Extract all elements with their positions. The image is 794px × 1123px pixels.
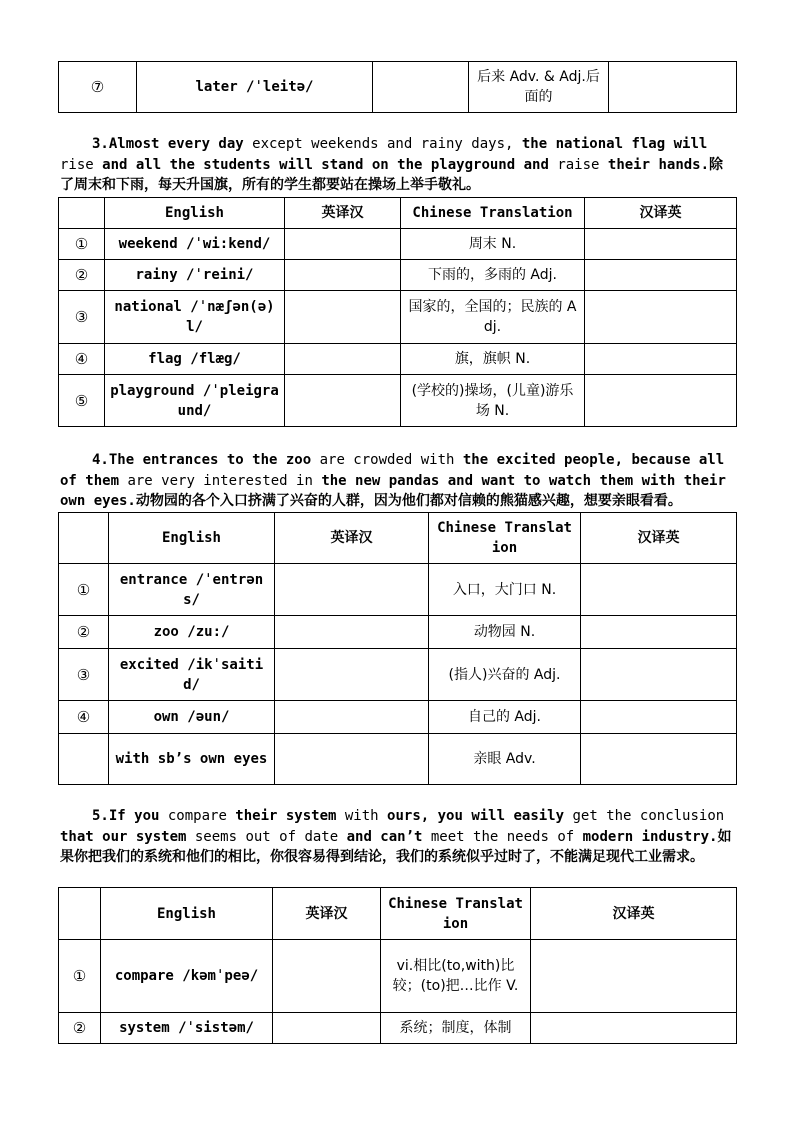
header-chinese: Chinese Translation <box>429 513 581 564</box>
sentence-segment: the excited people, because all of them <box>60 452 725 489</box>
zh-en-blank <box>581 564 737 616</box>
table-row <box>59 940 737 1013</box>
header-zh-en: 汉译英 <box>531 888 737 940</box>
english-word: playground /ˈpleigraund/ <box>105 375 285 427</box>
sentence-segment: 除了周末和下雨，每天升国旗，所有的学生都要站在操场上举手敬礼。 <box>60 156 724 193</box>
table-row <box>59 1013 737 1044</box>
en-zh-blank <box>275 564 429 616</box>
table-header <box>59 513 737 564</box>
sentence-segment: compare <box>159 808 236 824</box>
row-number: ⑤ <box>59 375 105 427</box>
table-row <box>59 375 737 427</box>
header-english: English <box>105 198 285 229</box>
chinese-translation: 入口，大门口 N. <box>429 564 581 616</box>
vocab-table-top <box>58 61 737 113</box>
en-zh-blank <box>285 260 401 291</box>
zh-en-blank <box>531 1013 737 1044</box>
header-zh-en: 汉译英 <box>585 198 737 229</box>
header-zh-en: 汉译英 <box>581 513 737 564</box>
english-word: weekend /ˈwi:kend/ <box>105 229 285 260</box>
english-word: entrance /ˈentrəns/ <box>109 564 275 616</box>
table-row <box>59 701 737 734</box>
sentence-5 <box>60 806 736 868</box>
sentence-segment: raise <box>557 156 608 173</box>
table-row <box>59 229 737 260</box>
sentence-segment: modern industry. <box>582 828 718 845</box>
chinese-translation: 周末 N. <box>401 229 585 260</box>
en-zh-blank <box>273 940 381 1013</box>
zh-en-blank <box>581 734 737 785</box>
row-number: ⑦ <box>59 62 137 113</box>
table-row <box>59 616 737 649</box>
zh-en-blank <box>581 649 737 701</box>
sentence-segment: seems out of date <box>186 828 347 845</box>
header-english: English <box>101 888 273 940</box>
zh-en-blank <box>585 291 737 344</box>
chinese-translation: (指人)兴奋的 Adj. <box>429 649 581 701</box>
header-chinese: Chinese Translation <box>401 198 585 229</box>
header-en-zh: 英译汉 <box>285 198 401 229</box>
zh-en-blank <box>585 375 737 427</box>
english-word: with sb’s own eyes <box>109 734 275 785</box>
zh-en-blank <box>531 940 737 1013</box>
header-en-zh: 英译汉 <box>273 888 381 940</box>
table-row <box>59 291 737 344</box>
vocab-table-3 <box>58 197 737 427</box>
zh-en-blank <box>609 62 737 113</box>
chinese-translation: 下雨的，多雨的 Adj. <box>401 260 585 291</box>
table-header <box>59 198 737 229</box>
zh-en-blank <box>585 344 737 375</box>
chinese-translation: 系统；制度，体制 <box>381 1013 531 1044</box>
sentence-segment: 5.If you <box>92 808 160 824</box>
en-zh-blank <box>285 375 401 427</box>
vocab-table-4 <box>58 512 737 785</box>
sentence-segment: the new pandas and want to watch them with their own eyes. <box>60 472 726 509</box>
en-zh-blank <box>275 734 429 785</box>
english-word: system /ˈsistəm/ <box>101 1013 273 1044</box>
chinese-translation: (学校的)操场，(儿童)游乐场 N. <box>401 375 585 427</box>
english-word: flag /flæg/ <box>105 344 285 375</box>
header-chinese: Chinese Translation <box>381 888 531 940</box>
en-zh-blank <box>275 701 429 734</box>
sentence-segment: meet the needs of <box>422 828 583 845</box>
chinese-translation: 自己的 Adj. <box>429 701 581 734</box>
zh-en-blank <box>585 260 737 291</box>
table-row <box>59 564 737 616</box>
sentence-segment: the national flag will <box>521 136 708 152</box>
row-number <box>59 734 109 785</box>
chinese-translation: 动物园 N. <box>429 616 581 649</box>
sentence-segment: 3.Almost every day <box>92 136 244 152</box>
table-row <box>59 344 737 375</box>
zh-en-blank <box>585 229 737 260</box>
sentence-4 <box>60 450 736 512</box>
english-word: excited /ikˈsaitid/ <box>109 649 275 701</box>
sentence-segment: and can’t <box>346 828 423 845</box>
chinese-translation: 旗，旗帜 N. <box>401 344 585 375</box>
english-word: compare /kəmˈpeə/ <box>101 940 273 1013</box>
en-zh-blank <box>275 616 429 649</box>
table-row <box>59 734 737 785</box>
chinese-translation: 后来 Adv. & Adj.后面的 <box>469 62 609 113</box>
row-number: ② <box>59 260 105 291</box>
sentence-segment: ours, you will easily <box>387 808 565 824</box>
table-row <box>59 260 737 291</box>
sentence-segment: are very interested in <box>119 472 322 489</box>
sentence-3 <box>60 134 736 196</box>
sentence-segment: 动物园的各个入口挤满了兴奋的人群，因为他们都对信赖的熊猫感兴趣，想要亲眼看看。 <box>135 493 682 509</box>
en-zh-blank <box>275 649 429 701</box>
header-en-zh: 英译汉 <box>275 513 429 564</box>
en-zh-blank <box>285 229 401 260</box>
en-zh-blank <box>285 291 401 344</box>
zh-en-blank <box>581 616 737 649</box>
english-word: own /əun/ <box>109 701 275 734</box>
zh-en-blank <box>581 701 737 734</box>
table-row <box>59 649 737 701</box>
chinese-translation: vi.相比(to,with)比较；(to)把…比作 V. <box>381 940 531 1013</box>
row-number: ① <box>59 940 101 1013</box>
sentence-segment: 4.The entrances to the zoo <box>92 452 312 468</box>
table-header <box>59 888 737 940</box>
row-number: ④ <box>59 344 105 375</box>
sentence-segment: are crowded with <box>311 452 463 468</box>
row-number: ② <box>59 1013 101 1044</box>
header-english: English <box>109 513 275 564</box>
sentence-segment: their hands. <box>607 156 710 173</box>
sentence-segment: rise <box>60 156 103 173</box>
sentence-segment: their system <box>235 808 337 824</box>
sentence-segment: and all the students will stand on the playground and <box>102 156 558 173</box>
sentence-segment: 如果你把我们的系统和他们的相比，你很容易得到结论，我们的系统似乎过时了，不能满足现代工业需求。 <box>60 828 732 865</box>
en-zh-blank <box>373 62 469 113</box>
sentence-segment: with <box>336 808 388 824</box>
vocab-table-5 <box>58 887 737 1044</box>
row-number: ③ <box>59 291 105 344</box>
row-number: ① <box>59 229 105 260</box>
sentence-segment: except weekends and rainy days, <box>243 136 522 152</box>
chinese-translation: 亲眼 Adv. <box>429 734 581 785</box>
english-word: later /ˈleitə/ <box>137 62 373 113</box>
row-number: ④ <box>59 701 109 734</box>
english-word: zoo /zu:/ <box>109 616 275 649</box>
en-zh-blank <box>285 344 401 375</box>
sentence-segment: get the conclusion <box>564 808 725 824</box>
row-number: ③ <box>59 649 109 701</box>
english-word: rainy /ˈreini/ <box>105 260 285 291</box>
en-zh-blank <box>273 1013 381 1044</box>
row-number: ② <box>59 616 109 649</box>
row-number: ① <box>59 564 109 616</box>
sentence-segment: that our system <box>60 828 187 845</box>
chinese-translation: 国家的，全国的；民族的 Adj. <box>401 291 585 344</box>
table-row <box>59 62 737 113</box>
english-word: national /ˈnæʃən(ə)l/ <box>105 291 285 344</box>
